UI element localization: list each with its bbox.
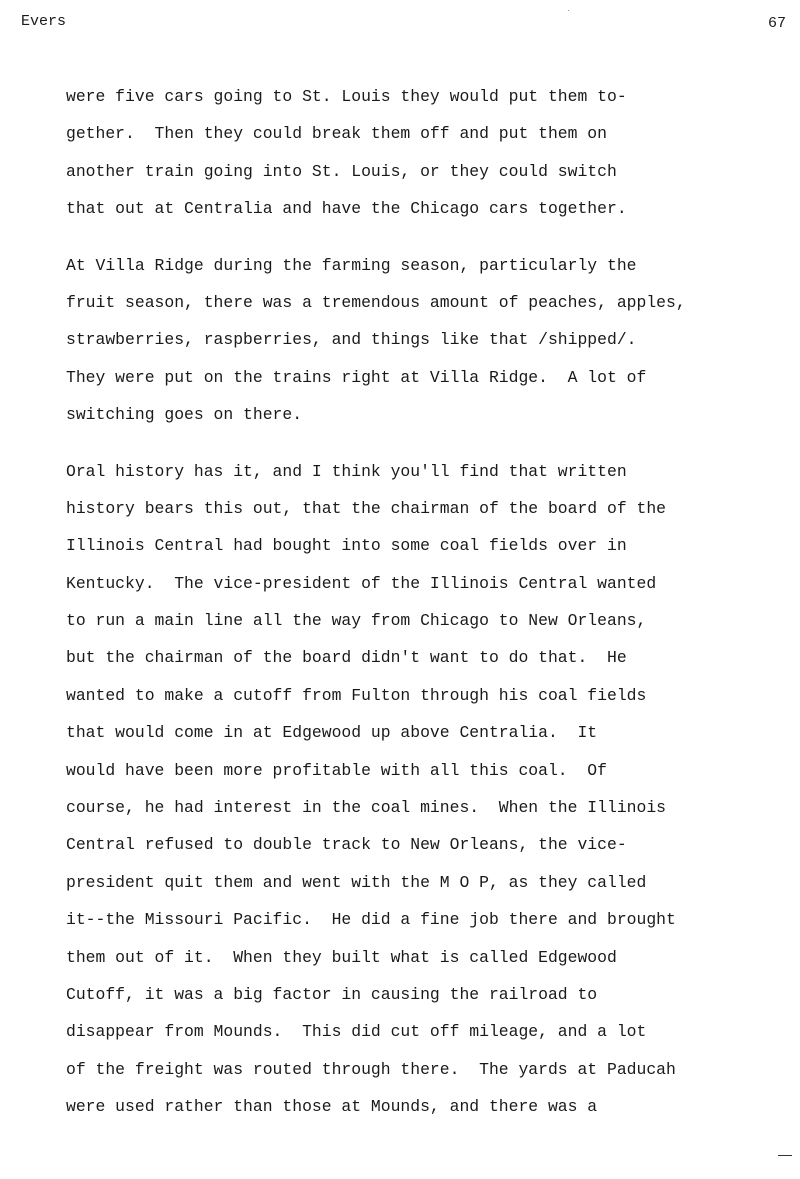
- text-line: Oral history has it, and I think you'll find that written: [66, 461, 627, 481]
- text-line: Illinois Central had bought into some coal fields over in: [66, 536, 627, 556]
- text-line: disappear from Mounds. This did cut off mileage, and a lot: [66, 1022, 647, 1042]
- paragraph-3: [66, 462, 781, 1135]
- page-header-name: Evers: [21, 13, 67, 30]
- text-line: switching goes on there.: [66, 405, 303, 425]
- transcript-body: [66, 87, 781, 1154]
- scan-speck: [568, 10, 569, 11]
- text-line: They were put on the trains right at Villa Ridge. A lot of: [66, 367, 647, 387]
- text-line: gether. Then they could break them off and put them on: [66, 124, 607, 144]
- text-line: of the freight was routed through there. The yards at Paducah: [66, 1059, 676, 1079]
- text-line: wanted to make a cutoff from Fulton through his coal fields: [66, 685, 647, 705]
- text-line: strawberries, raspberries, and things like that /shipped/.: [66, 330, 637, 350]
- page-number: 67: [767, 15, 786, 32]
- text-line: were used rather than those at Mounds, and there was a: [66, 1097, 598, 1117]
- text-line: but the chairman of the board didn't want to do that. He: [66, 648, 627, 668]
- text-line: Kentucky. The vice-president of the Illinois Central wanted: [66, 573, 657, 593]
- text-line: course, he had interest in the coal mines. When the Illinois: [66, 798, 666, 818]
- text-line: history bears this out, that the chairman of the board of the: [66, 498, 666, 518]
- text-line: to run a main line all the way from Chicago to New Orleans,: [66, 611, 647, 631]
- text-line: Cutoff, it was a big factor in causing the railroad to: [66, 984, 598, 1004]
- text-line: were five cars going to St. Louis they would put them to-: [66, 87, 627, 106]
- text-line: would have been more profitable with all this coal. Of: [66, 760, 607, 780]
- text-line: At Villa Ridge during the farming season, particularly the: [66, 255, 637, 275]
- margin-dash-mark: [778, 1155, 792, 1156]
- text-line: Central refused to double track to New Orleans, the vice-: [66, 835, 627, 855]
- text-line: president quit them and went with the M O P, as they called: [66, 872, 647, 892]
- paragraph-1: [66, 87, 781, 237]
- text-line: that out at Centralia and have the Chicago cars together.: [66, 199, 627, 219]
- paragraph-2: [66, 256, 781, 443]
- text-line: fruit season, there was a tremendous amount of peaches, apples,: [66, 292, 686, 312]
- text-line: them out of it. When they built what is called Edgewood: [66, 947, 617, 967]
- text-line: it--the Missouri Pacific. He did a fine job there and brought: [66, 910, 676, 930]
- text-line: another train going into St. Louis, or they could switch: [66, 161, 617, 181]
- text-line: that would come in at Edgewood up above Centralia. It: [66, 723, 598, 743]
